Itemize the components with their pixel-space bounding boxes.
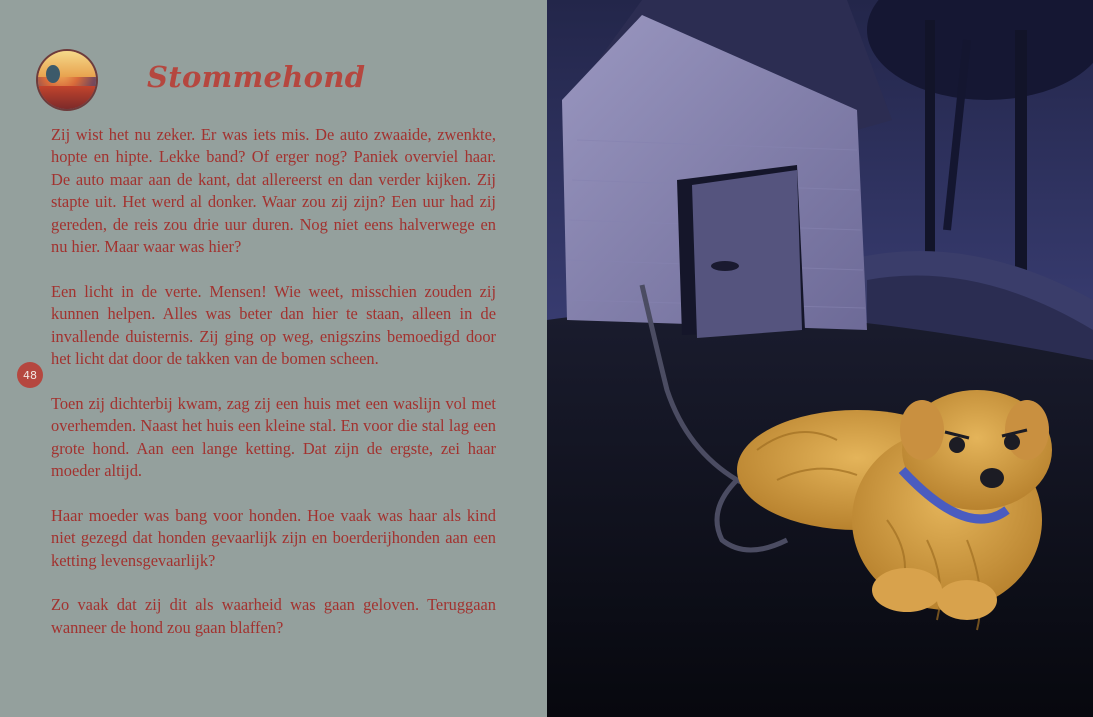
chapter-medallion-image [38,51,96,109]
page-number-badge: 48 [17,362,43,388]
chapter-title: Stommehond [147,60,366,94]
paragraph-2: Een licht in de verte. Mensen! Wie weet, misschien zouden zij kunnen helpen. Alles was beter dan hier te staan, alleen in de invallende duisternis. Zij ging op weg, enigszins bemoedigd door het licht dat door de takken van de bomen scheen. [51,281,496,369]
dog-doghouse-illustration [547,0,1093,717]
paragraph-5: Zo vaak dat zij dit als waarheid was gaan geloven. Teruggaan wanneer de hond zou gaan blaffen? [51,595,496,637]
paragraph-4: Haar moeder was bang voor honden. Hoe vaak was haar als kind niet gezegd dat honden gevaarlijk zijn en boerderijhonden aan een ketting levensgevaarlijk? [51,505,496,570]
paragraph-3: Toen zij dichterbij kwam, zag zij een huis met een waslijn vol met overhemden. Naast het huis een kleine stal. En voor die stal lag een grote hond. Aan een lange ketting. Dat zijn de ergste, zei haar moeder altijd. [51,393,496,481]
chapter-body [51,124,496,662]
illustration [547,0,1093,717]
paragraph-1: Zij wist het nu zeker. Er was iets mis. De auto zwaaide, zwenkte, hopte en hipte. Lekke band? Of erger nog? Paniek overviel haar. De auto maar aan de kant, dat allereerst en dan verder kijken. Zij stapte uit. Het werd al donker. Waar zou zij zijn? Een uur had zij gereden, de reis zou drie uur duren. Nog niet eens halverwege en nu hier. Maar waar was hier? [51,125,496,257]
